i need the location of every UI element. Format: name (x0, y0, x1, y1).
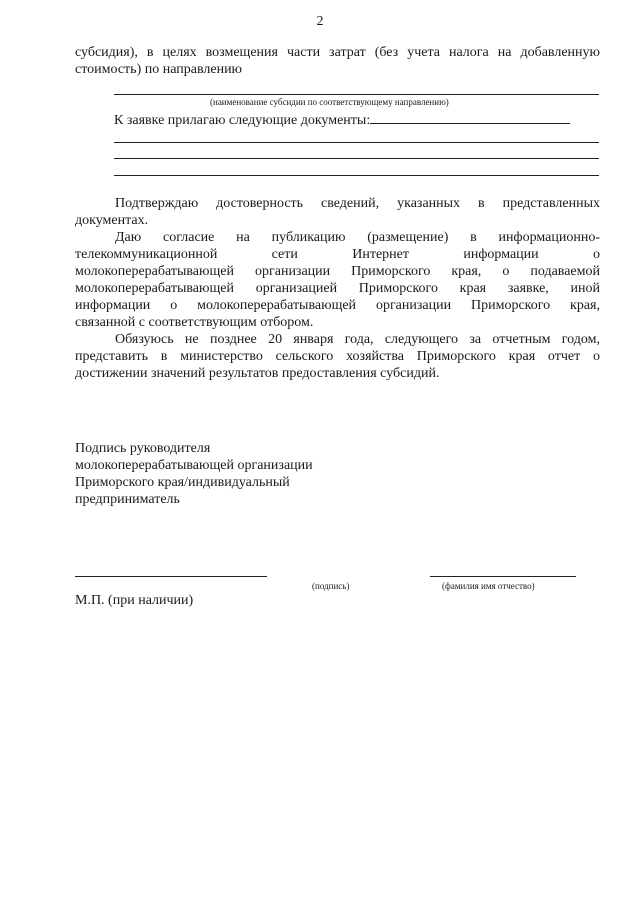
consent-line-2: телекоммуникационной сети Интернет информации о (75, 247, 600, 262)
signature-field[interactable] (75, 576, 267, 577)
consent-line-4: молокоперерабатывающей организацией Приморского края заявке, иной (75, 281, 600, 296)
obligation-line-3: достижении значений результатов предоставления субсидий. (75, 366, 440, 381)
signature-label-line-2: молокоперерабатывающей организации (75, 458, 313, 473)
attachments-label-row (114, 111, 570, 129)
consent-line-5: информации о молокоперерабатывающей организации Приморского края, (75, 298, 600, 313)
consent-line-1: Даю согласие на публикацию (размещение) в информационно- (115, 230, 600, 245)
subsidy-name-field[interactable] (114, 94, 599, 95)
full-name-field[interactable] (430, 576, 576, 577)
attachments-line-3[interactable] (114, 158, 599, 159)
signature-caption: (подпись) (312, 581, 350, 591)
intro-line-1: субсидия), в целях возмещения части затрат (без учета налога на добавленную (75, 45, 600, 60)
obligation-line-1: Обязуюсь не позднее 20 января года, следующего за отчетным годом, (115, 332, 600, 347)
stamp-note: М.П. (при наличии) (75, 593, 194, 608)
full-name-caption: (фамилия имя отчество) (442, 581, 535, 591)
attachments-label: К заявке прилагаю следующие документы: (114, 113, 371, 128)
page-number: 2 (316, 14, 324, 29)
signature-label-line-1: Подпись руководителя (75, 441, 211, 456)
confirm-line-2: документах. (75, 213, 149, 228)
subsidy-name-caption: (наименование субсидии по соответствующему направлению) (210, 97, 449, 107)
confirm-line-1: Подтверждаю достоверность сведений, указанных в представленных (115, 196, 600, 211)
signature-label-line-4: предприниматель (75, 492, 180, 507)
signature-label-line-3: Приморского края/индивидуальный (75, 475, 290, 490)
attachments-line-4[interactable] (114, 175, 599, 176)
attachments-line-2[interactable] (114, 142, 599, 143)
consent-line-6: связанной с соответствующим отбором. (75, 315, 314, 330)
intro-line-2: стоимость) по направлению (75, 62, 243, 77)
consent-line-3: молокоперерабатывающей организации Приморского края, о подаваемой (75, 264, 600, 279)
attachments-field[interactable] (370, 111, 570, 124)
obligation-line-2: представить в министерство сельского хозяйства Приморского края отчет о (75, 349, 600, 364)
